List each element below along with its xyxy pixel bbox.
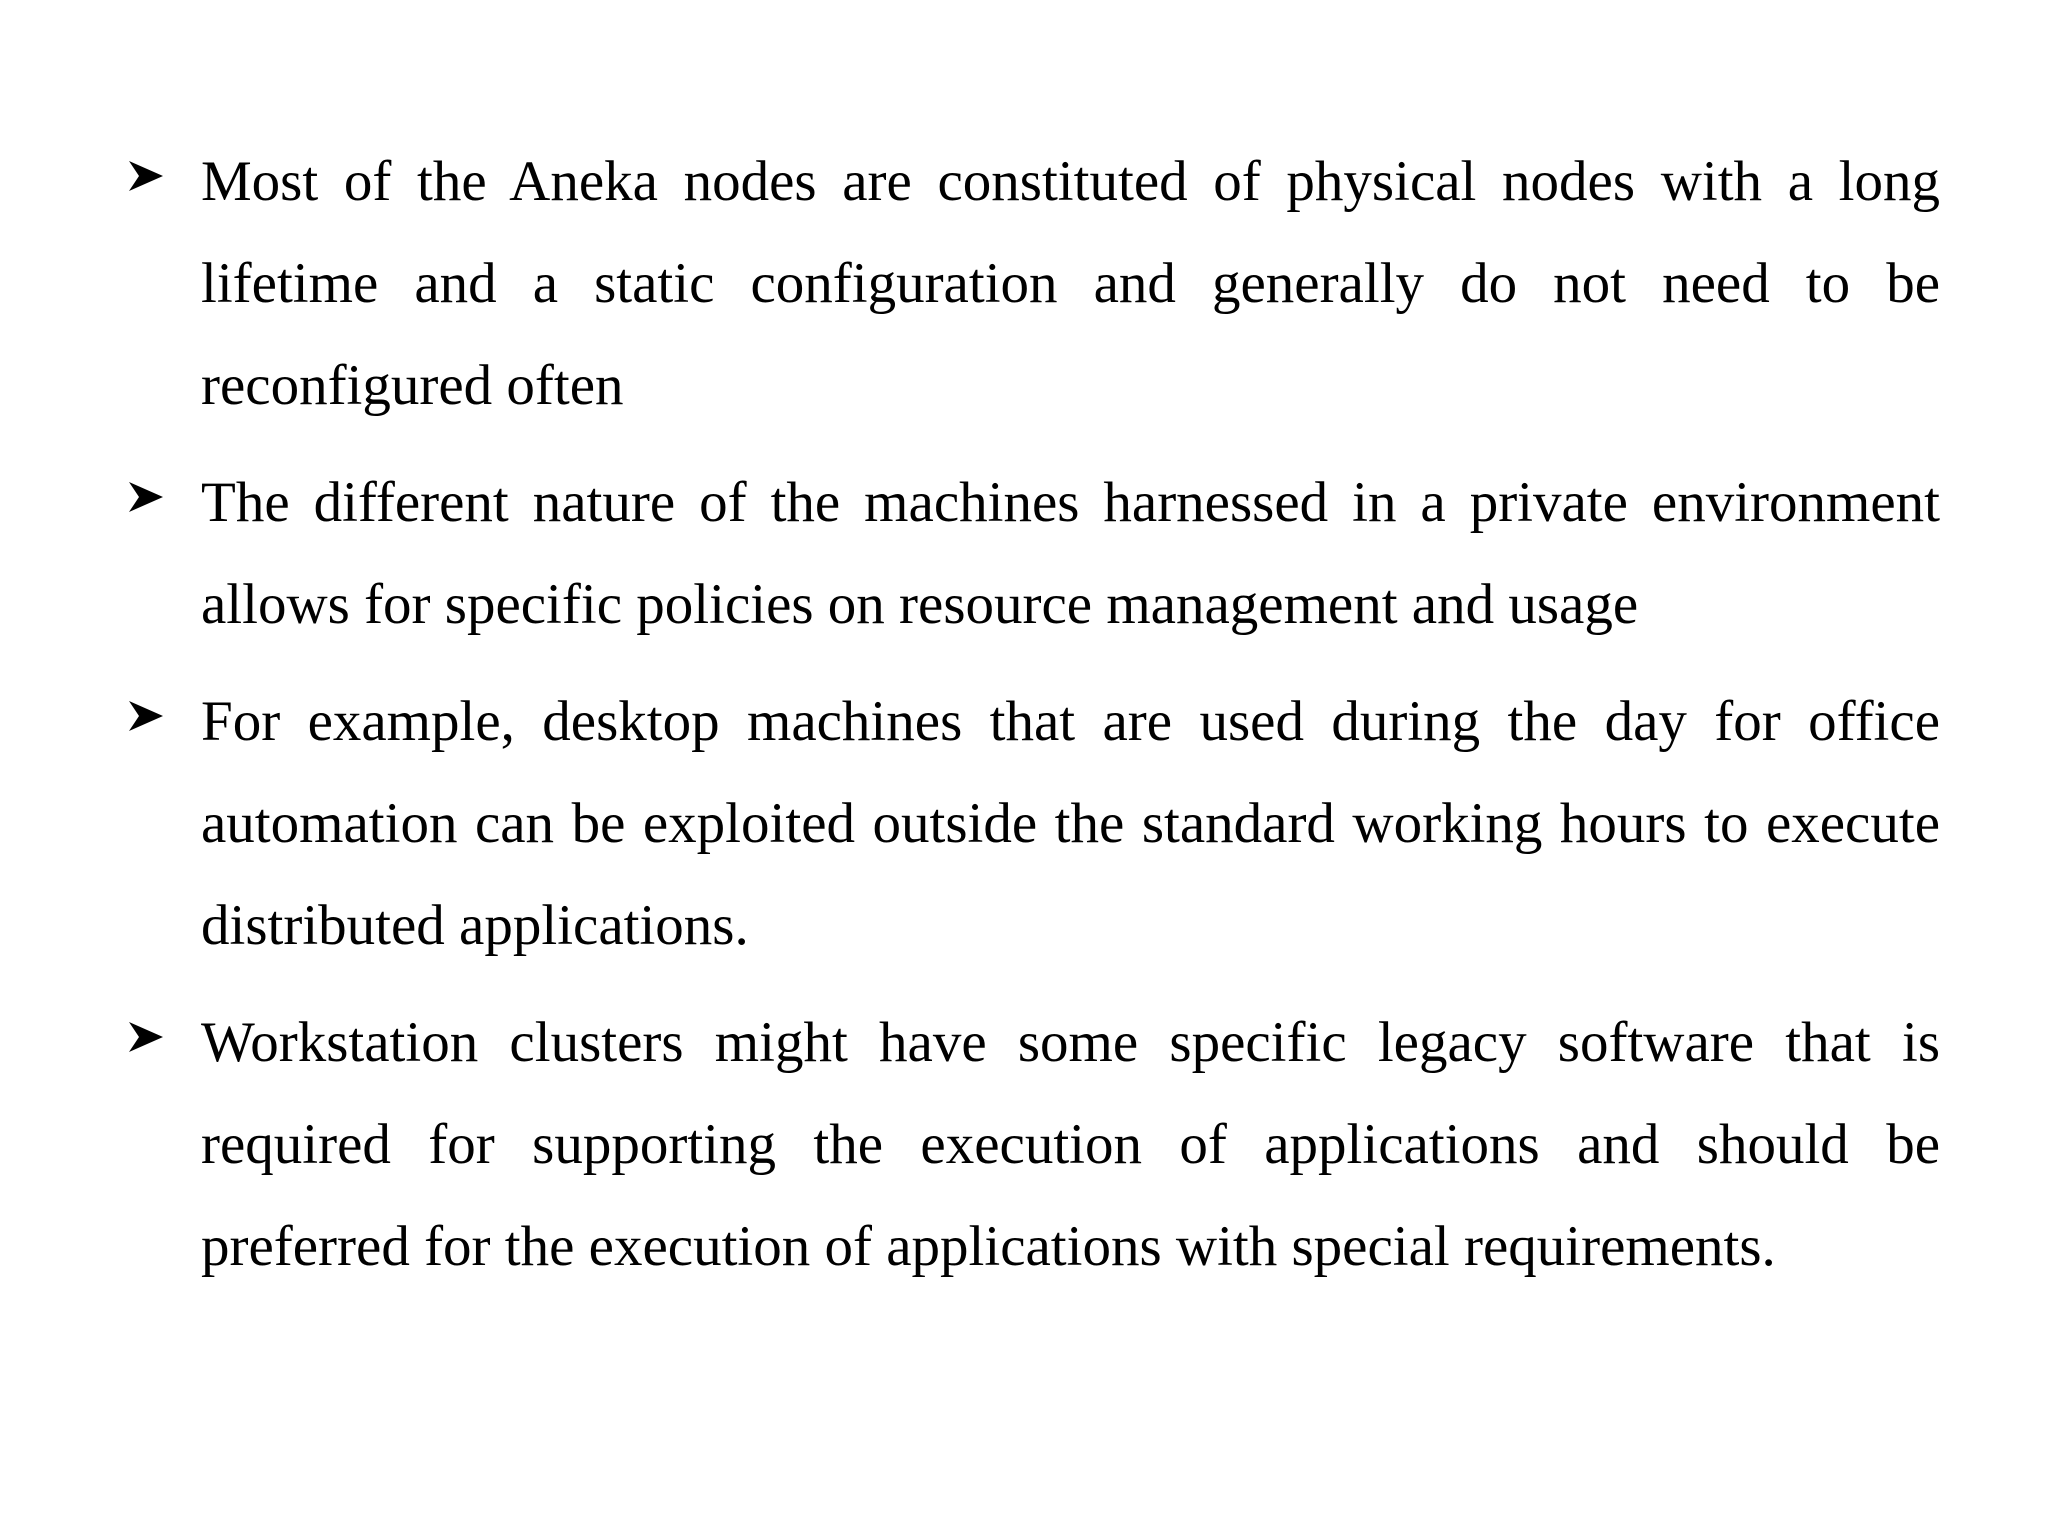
- bullet-text: For example, desktop machines that are used during the day for office automation can be exploited outside the standard working hours to execute distributed applications.: [201, 690, 1940, 957]
- bullet-text: Most of the Aneka nodes are constituted of physical nodes with a long lifetime and a static configuration and generally do not need to be reconfigured often: [201, 150, 1940, 417]
- bullet-item: [0, 452, 2048, 656]
- arrowhead-bullet-icon: [127, 157, 165, 195]
- arrowhead-bullet-icon: [127, 478, 165, 516]
- bullet-text: The different nature of the machines harnessed in a private environment allows for specific policies on resource management and usage: [201, 471, 1940, 636]
- bullet-text: Workstation clusters might have some specific legacy software that is required for supporting the execution of applications and should be preferred for the execution of applications with special requirements.: [201, 1011, 1940, 1278]
- bullet-list: [0, 131, 2048, 1298]
- arrowhead-bullet-icon: [127, 697, 165, 735]
- arrowhead-bullet-icon: [127, 1018, 165, 1056]
- bullet-item: [0, 131, 2048, 437]
- bullet-item: [0, 992, 2048, 1298]
- bullet-item: [0, 671, 2048, 977]
